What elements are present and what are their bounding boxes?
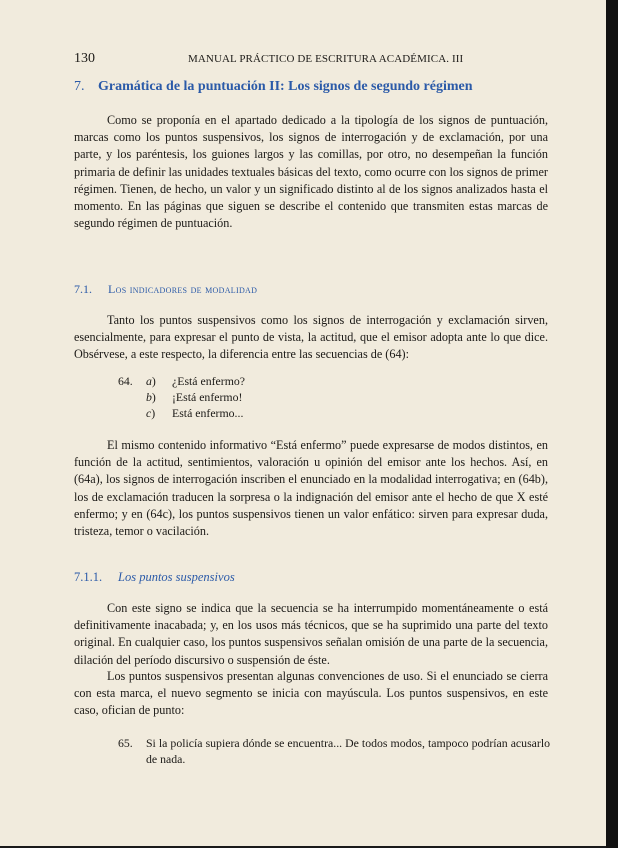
section-number: 7.1.1. <box>74 570 103 584</box>
example-letter: a <box>146 374 152 388</box>
section-title: Los puntos suspensivos <box>118 570 235 584</box>
example-letter: c <box>146 406 152 420</box>
scan-edge <box>606 0 618 848</box>
example-number: 64. <box>118 374 133 388</box>
example-text: ¿Está enfermo? <box>172 374 246 388</box>
section-number: 7. <box>74 79 85 94</box>
section-7-1-paragraph-2: El mismo contenido informativo “Está enfermo” puede expresarse de modos distintos, en función de la actitud, sentimientos, valoración u opinión del emisor ante los hechos. Así, en (64a), los signos de interrogación inscriben el enunciado en la modalidad interrogativa; en (64b), los de exclamación traducen la sorpresa o la indignación del emisor ante el hecho de que X esté enfermo; y en (64c), los puntos suspensivos tienen un valor enfático: sirven para expresar duda, tristeza, temor o vacilación. <box>74 438 548 539</box>
section-title: Gramática de la puntuación II: Los signos de segundo régimen <box>98 79 473 94</box>
section-7-1-heading <box>74 282 257 297</box>
example-text: Si la policía supiera dónde se encuentra... De todos modos, tampoco podrían acusarlo de nada. <box>146 736 550 766</box>
example-text: Está enfermo... <box>172 406 244 420</box>
example-65 <box>118 735 550 767</box>
example-text: ¡Está enfermo! <box>172 390 243 404</box>
section-title: Los indicadores de modalidad <box>108 282 258 296</box>
section-7-1-1-paragraph-2: Los puntos suspensivos presentan algunas convenciones de uso. Si el enunciado se cierra con esta marca, el nuevo segmento se inicia con mayúscula. Los puntos suspensivos, en este caso, ofician de punto: <box>74 669 548 718</box>
section-7-heading <box>74 79 473 95</box>
example-number: 65. <box>118 736 133 750</box>
example-letter: b <box>146 390 152 404</box>
section-number: 7.1. <box>74 282 92 296</box>
section-7-1-paragraph-1: Tanto los puntos suspensivos como los signos de interrogación y exclamación sirven, esencialmente, para expresar el punto de vista, la actitud, que el emisor adopta ante lo que dice. Obsérvese, a este respecto, la diferencia entre las secuencias de (64): <box>74 313 548 362</box>
page-number: 130 <box>74 51 95 66</box>
section-7-paragraph: Como se proponía en el apartado dedicado a la tipología de los signos de puntuación, marcas como los puntos suspensivos, los signos de interrogación y de exclamación, por una parte, y los paréntesis, los guiones largos y las comillas, por otro, no desempeñan la función primaria de definir las unidades textuales básicas del texto, como ocurre con los signos de primer régimen. Tienen, de hecho, un valor y un significado distinto al de los signos analizados hasta el momento. En las páginas que siguen se describe el contenido que transmiten estas marcas de segundo régimen de puntuación. <box>74 113 548 231</box>
section-7-1-1-paragraph-1: Con este signo se indica que la secuencia se ha interrumpido momentáneamente o está definitivamente inacabada; y, en los usos más técnicos, que se ha suprimido una parte del texto original. En cualquier caso, los puntos suspensivos señalan omisión de una parte de la secuencia, dilación del período discursivo o suspensión de éste. <box>74 601 548 667</box>
running-title: MANUAL PRÁCTICO DE ESCRITURA ACADÉMICA. III <box>188 53 464 65</box>
book-page: 130 MANUAL PRÁCTICO DE ESCRITURA ACADÉMICA. III 7. Gramática de la puntuación II: Los signos de segundo régimen Como se proponía en el apartado dedicado a la tipología de los signos de puntuación, marcas como los puntos suspensivos, los signos de interrogación y de exclamación, por una parte, y los paréntesis, los guiones largos y las comillas, por otro, no desempeñan la función primaria de definir las unidades textuales básicas del texto, como ocurre con los signos de primer régimen. Tienen, de hecho, un valor y un significado distinto al de los signos analizados hasta el momento. En las páginas que siguen se describe el contenido que transmiten estas marcas de segundo régimen de puntuación. 7.1. Los indicadores de modalidad Tanto los puntos suspensivos como los signos de interrogación y exclamación sirven, esencialmente, para expresar el punto de vista, la actitud, que el emisor adopta ante lo que dice. Obsérvese, a este respecto, la diferencia entre las secuencias de (64): 64. a) ¿Está enfermo? b) ¡Está enfermo! c) Está enfermo... El mismo contenido informativo “Está enfermo” puede expresarse de modos distintos, en función de la actitud, sentimientos, valoración u opinión del emisor ante los hechos. Así, en (64a), los signos de interrogación inscriben el enunciado en la modalidad interrogativa; en (64b), los de exclamación traducen la sorpresa o la indignación del emisor ante el hecho de que X esté enfermo; y en (64c), los puntos suspensivos tienen un valor enfático: sirven para expresar duda, tristeza, temor o vacilación. 7.1.1. Los puntos suspensivos Con este signo se indica que la secuencia se ha interrumpido momentáneamente o está definitivamente inacabada; y, en los usos más técnicos, que se ha suprimido una parte del texto original. En cualquier caso, los puntos suspensivos señalan omisión de una parte de la secuencia, dilación del período discursivo o suspensión de éste. Los puntos suspensivos presentan algunas convenciones de uso. Si el enunciado se cierra con esta marca, el nuevo segmento se inicia con mayúscula. Los puntos suspensivos, en este caso, ofician de punto: 65. Si la policía supiera dónde se encuentra... De todos modos, tampoco podrían acusarlo de nada. <box>0 0 606 846</box>
section-7-1-1-heading <box>74 570 235 585</box>
